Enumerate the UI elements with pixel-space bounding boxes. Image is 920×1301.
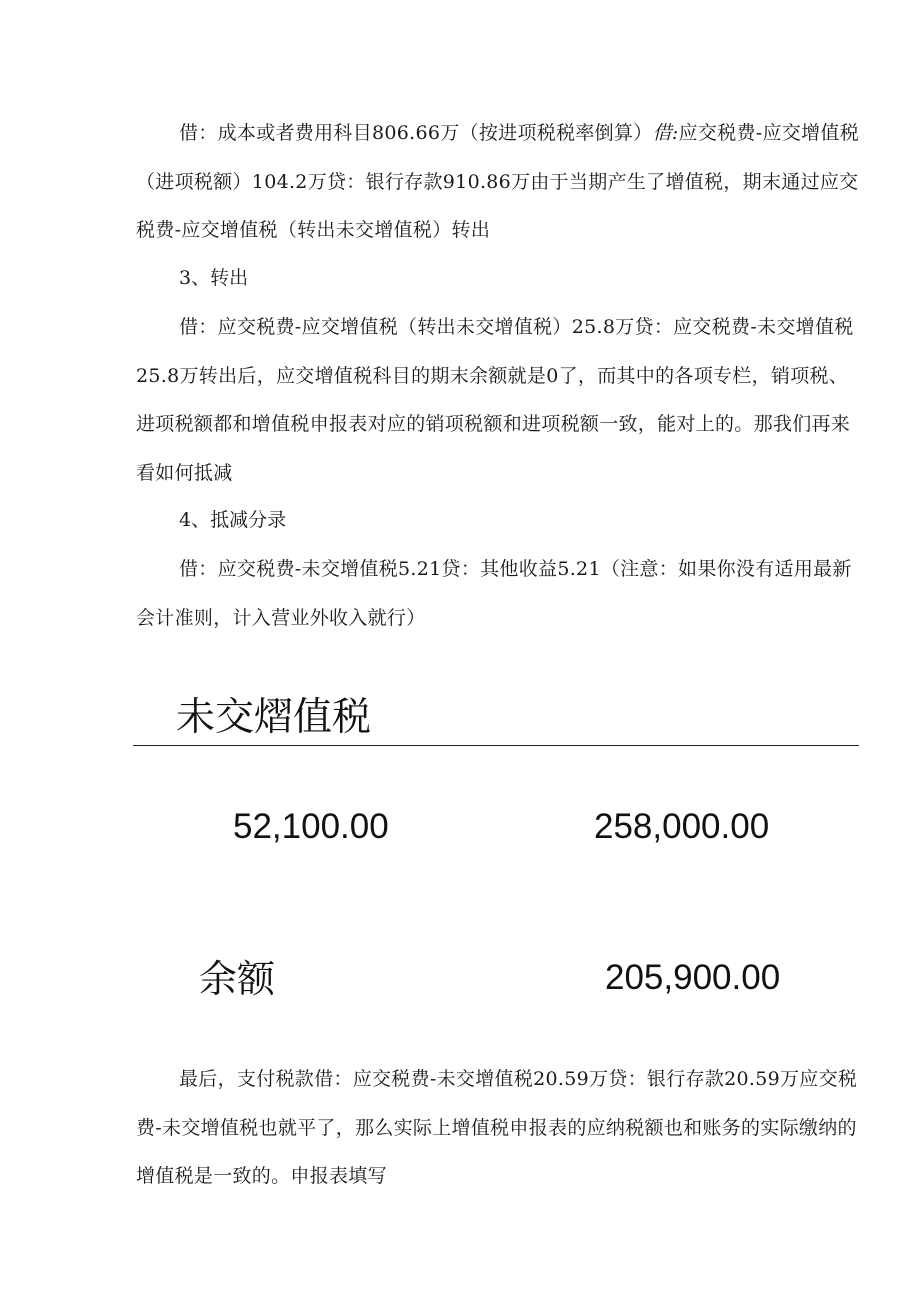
paragraph-text: 应交税费-应交增值税（进项税额）104.2万贷：银行存款910.86万由于当期产生了增值税，期末通过应交税费-应交增值税（转出未交增值税）转出 [136,122,860,241]
ledger-title: 未交熠值税 [176,695,372,740]
section-heading-transfer: 3、转出 [179,267,249,289]
ledger-divider [133,745,859,746]
paragraph-italic-text: 借: [652,122,679,144]
ledger-balance-label: 余额 [199,957,276,1001]
paragraph-text: 借：成本或者费用科目806.66万（按进项税税率倒算） [179,122,653,144]
paragraph-deduction-entry: 借：应交税费-未交增值税5.21贷：其他收益5.21（注意：如果你没有适用最新会计准则，计入营业外收入就行） [136,558,852,629]
paragraph-input-tax-entry [136,109,866,255]
section-heading-deduction: 4、抵减分录 [179,509,287,531]
ledger-debit-amount: 52,100.00 [233,807,389,846]
paragraph-payment-entry: 最后，支付税款借：应交税费-未交增值税20.59万贷：银行存款20.59万应交税费-未交增值税也就平了，那么实际上增值税申报表的应纳税额也和账务的实际缴纳的增值税是一致的。申报表填写 [136,1068,858,1187]
ledger-credit-amount: 258,000.00 [594,807,770,846]
paragraph-transfer-entry: 借：应交税费-应交增值税（转出未交增值税）25.8万贷：应交税费-未交增值税25.8万转出后，应交增值税科目的期末余额就是0了，而其中的各项专栏，销项税、进项税额都和增值税申报表对应的销项税额和进项税额一致，能对上的。那我们再来看如何抵减 [136,316,854,484]
ledger-balance-amount: 205,900.00 [605,958,781,997]
